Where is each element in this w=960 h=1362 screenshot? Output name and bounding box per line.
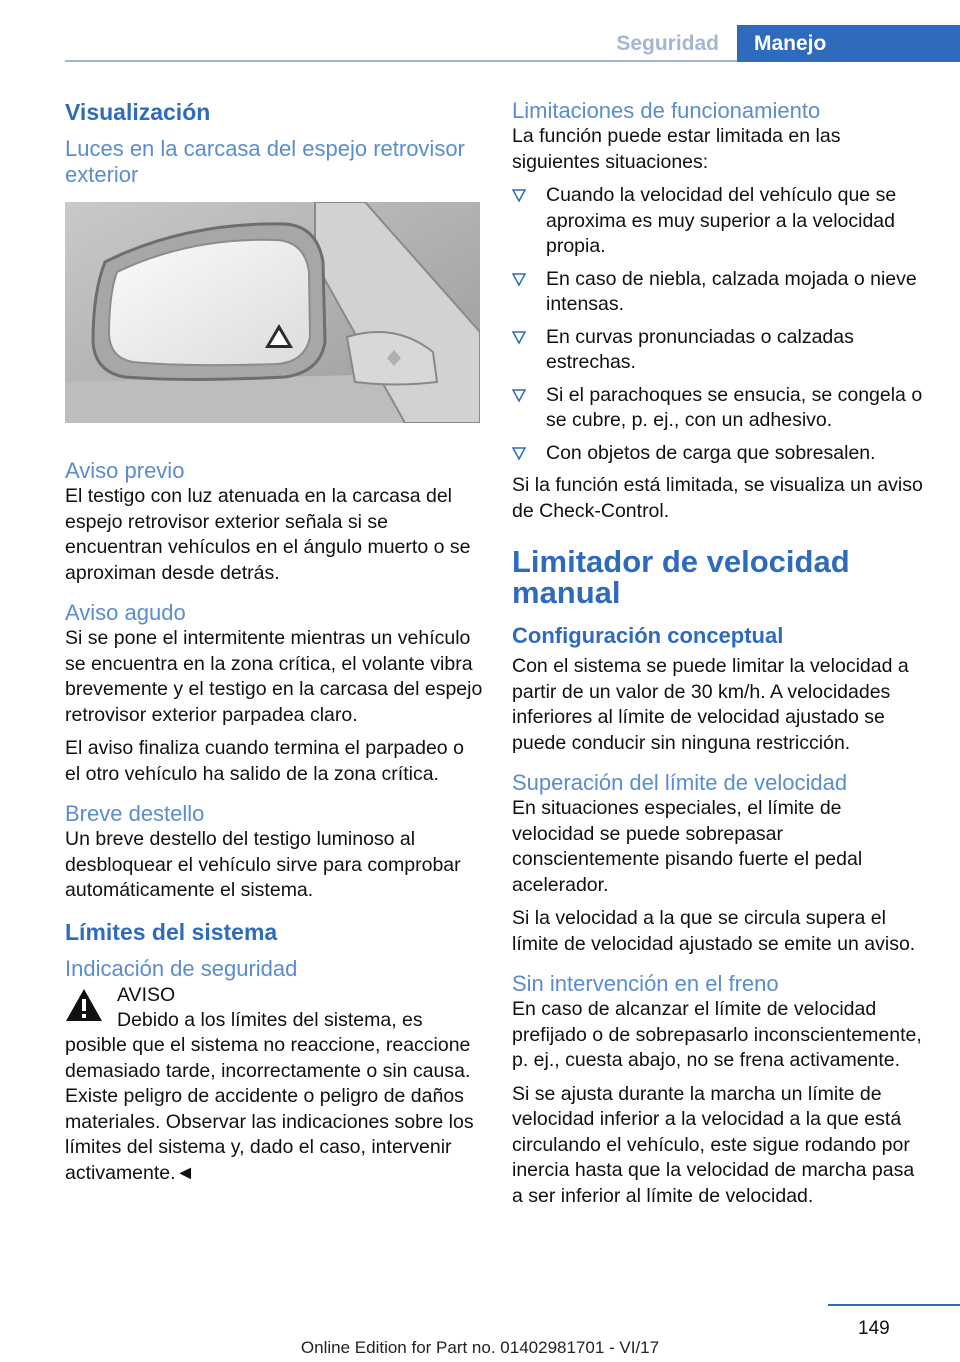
footer-edition: Online Edition for Part no. 01402981701 - VI/17 [300, 1338, 660, 1357]
page-number: 149 [858, 1318, 890, 1339]
list-item-text: Con objetos de carga que sobresalen. [546, 441, 876, 464]
warning-title: AVISO [117, 983, 176, 1006]
text-aviso-agudo-1: Si se pone el intermitente mientras un vehículo se encuentra en la zona crítica, el volante vibra brevemente y el testigo en la carcasa del espejo retrovisor exterior parpadea claro. [65, 627, 483, 726]
warning-body: Debido a los límites del sistema, es posible que el sistema no reaccione, reaccione demasiado tarde, incorrectamente o sin causa. Existe peligro de accidente o peligro de daños materiales. Observar las indicaciones sobre los límites del sistema y, dado el caso, intervenir activamente.◄ [65, 1008, 474, 1184]
text-aviso-agudo-2: El aviso finaliza cuando termina el parpadeo o el otro vehículo ha salido de la zona crítica. [65, 737, 464, 785]
bullet-triangle-icon [512, 186, 526, 204]
text-aviso-previo: El testigo con luz atenuada en la carcasa del espejo retrovisor exterior señala si se encuentran vehículos en el ángulo muerto o se aproximan desde detrás. [65, 485, 471, 584]
list-item-text: Si el parachoques se ensucia, se congela o se cubre, p. ej., con un adhesivo. [546, 383, 923, 431]
list-item [512, 183, 928, 260]
warning-box [65, 982, 483, 1187]
heading-limitador: Limitador de velocidad manual [512, 544, 850, 610]
text-limitaciones: La función puede estar limitada en las siguientes situaciones: [512, 125, 841, 173]
text-breve-destello: Un breve destello del testigo luminoso al desbloquear el vehículo sirve para comprobar automáticamente el sistema. [65, 828, 461, 901]
list-item [512, 383, 928, 434]
footer-rule [828, 1304, 960, 1306]
text-superacion-2: Si la velocidad a la que se circula supera el límite de velocidad ajustado se emite un aviso. [512, 907, 916, 955]
bullet-triangle-icon [512, 386, 526, 404]
tab-manejo[interactable]: Manejo [737, 25, 960, 62]
heading-aviso-previo: Aviso previo [65, 458, 185, 483]
heading-limites: Límites del sistema [65, 918, 278, 945]
list-item [512, 441, 928, 467]
right-column [512, 98, 928, 1217]
left-column [65, 98, 483, 1186]
heading-breve-destello: Breve destello [65, 801, 205, 826]
bullet-triangle-icon [512, 444, 526, 462]
tab-seguridad[interactable]: Seguridad [616, 31, 719, 55]
text-superacion-1: En situaciones especiales, el límite de velocidad se puede sobrepasar conscientemente pisando fuerte el pedal acelerador. [512, 797, 863, 896]
list-item-text: En curvas pronunciadas o calzadas estrechas. [546, 325, 854, 373]
list-item-text: En caso de niebla, calzada mojada o nieve intensas. [546, 267, 917, 315]
warning-triangle-icon [65, 988, 103, 1022]
bullet-triangle-icon [512, 328, 526, 346]
heading-configuracion: Configuración conceptual [512, 623, 784, 648]
text-sin-intervencion-2: Si se ajusta durante la marcha un límite de velocidad inferior a la velocidad a la que está circulando el vehículo, este sigue rodando por inercia hasta que la velocidad de marcha pasa a ser inferior al límite de velocidad. [512, 1082, 915, 1207]
text-function-limited: Si la función está limitada, se visualiza un aviso de Check-Control. [512, 474, 923, 522]
bullet-triangle-icon [512, 270, 526, 288]
list-item-text: Cuando la velocidad del vehículo que se aproxima es muy superior a la velocidad propia. [546, 184, 897, 257]
heading-limitaciones: Limitaciones de funcionamiento [512, 98, 821, 123]
list-item [512, 267, 928, 318]
text-configuracion: Con el sistema se puede limitar la velocidad a partir de un valor de 30 km/h. A velocidades inferiores al límite de velocidad ajustado se puede conducir sin ninguna restricción. [512, 655, 909, 754]
heading-sin-intervencion: Sin intervención en el freno [512, 971, 779, 996]
heading-indicacion: Indicación de seguridad [65, 955, 298, 981]
heading-superacion: Superación del límite de velocidad [512, 770, 848, 795]
mirror-illustration [65, 202, 480, 423]
heading-luces: Luces en la carcasa del espejo retrovisor exterior [65, 136, 465, 187]
limitations-list [512, 183, 928, 466]
heading-aviso-agudo: Aviso agudo [65, 600, 186, 625]
text-sin-intervencion-1: En caso de alcanzar el límite de velocidad prefijado o de sobrepasarlo inconscientemente, p. ej., cuesta abajo, no se frena activamente. [512, 998, 922, 1071]
heading-visualizacion: Visualización [65, 99, 211, 125]
list-item [512, 325, 928, 376]
